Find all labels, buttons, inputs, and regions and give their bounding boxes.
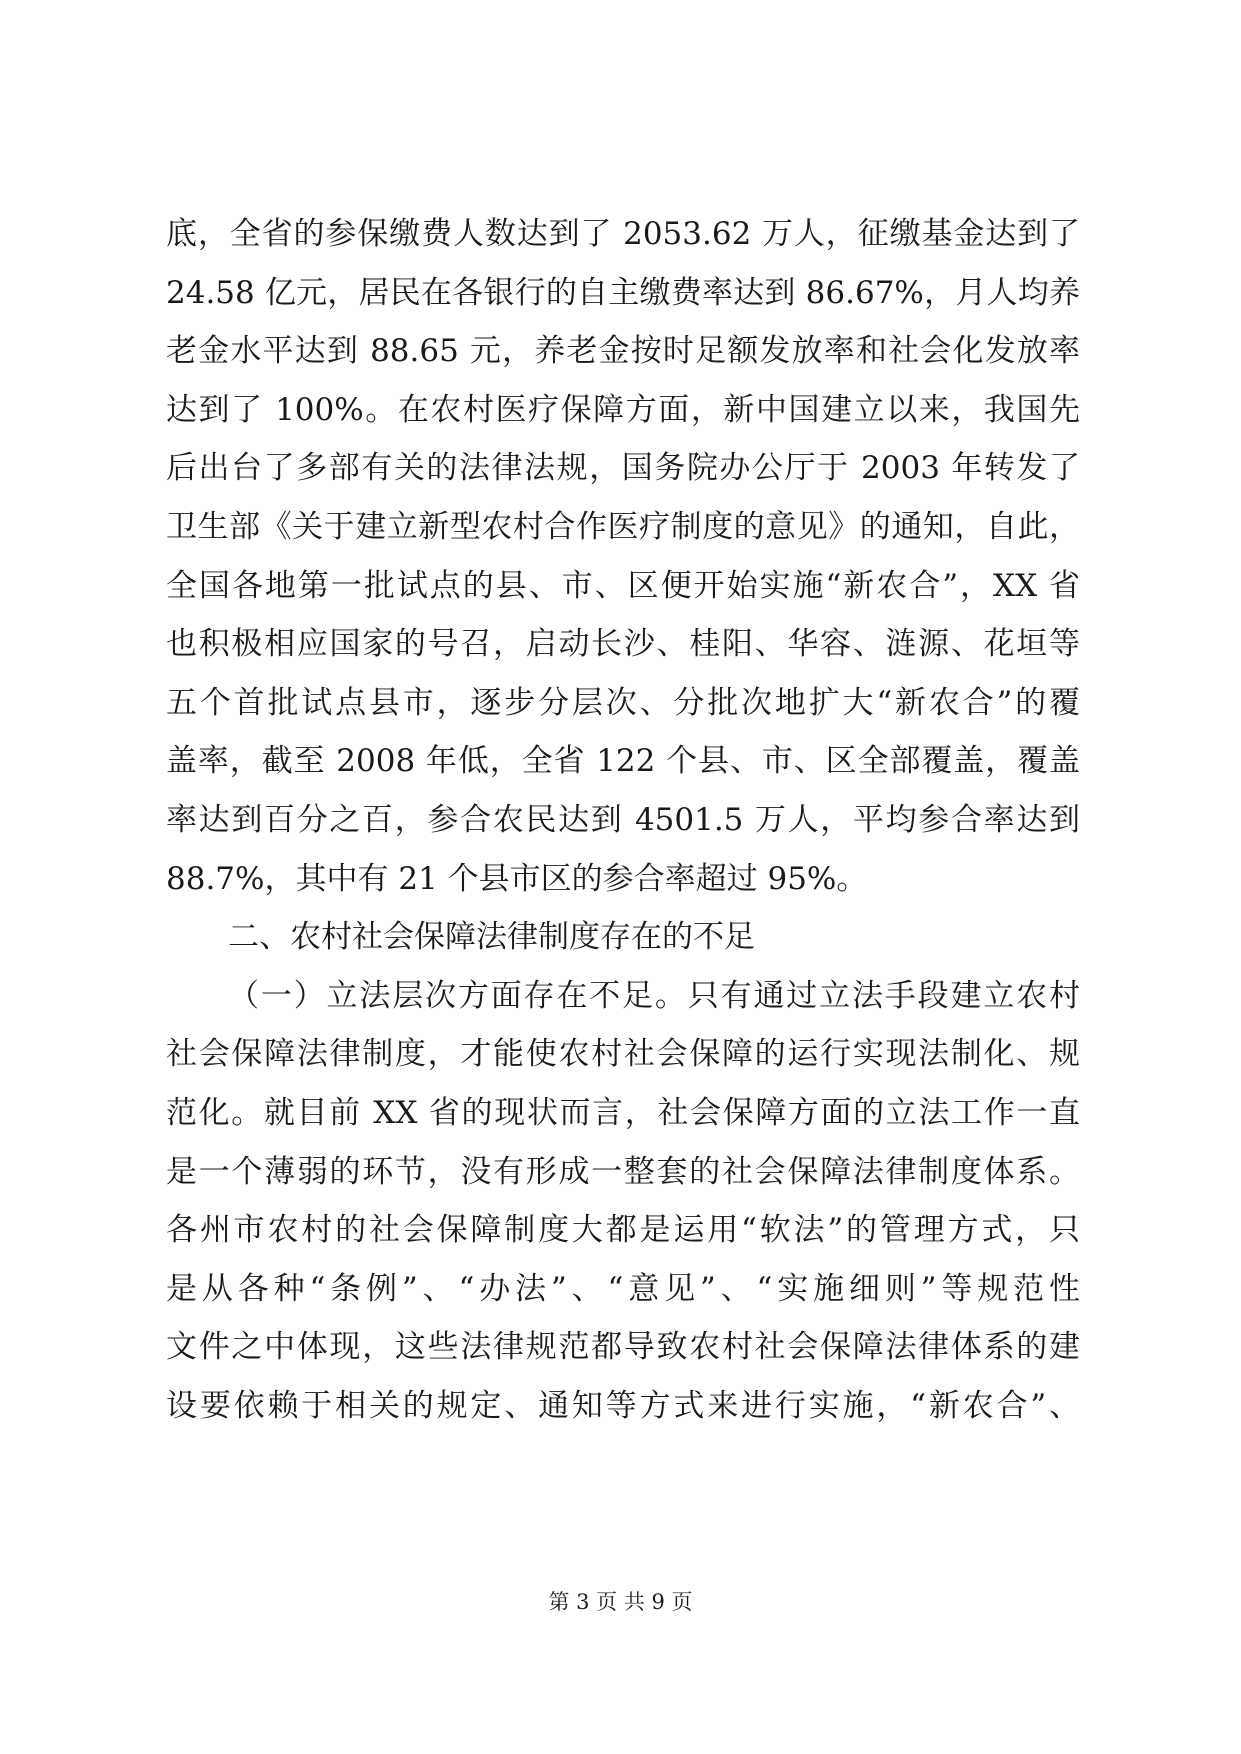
text-line: 88.7%，其中有 21 个县市区的参合率超过 95%。 <box>166 860 868 897</box>
page-number-footer: 第 3 页 共 9 页 <box>548 1590 693 1614</box>
text-line: 卫生部《关于建立新型农村合作医疗制度的意见》的通知，自此， <box>166 508 1080 545</box>
text-line: 各州市农村的社会保障制度大都是运用“软法”的管理方式，只 <box>166 1212 1080 1249</box>
text-line: 盖率，截至 2008 年低，全省 122 个县、市、区全部覆盖，覆盖 <box>166 743 1080 780</box>
text-line: 也积极相应国家的号召，启动长沙、桂阳、华容、涟源、花垣等 <box>166 626 1080 663</box>
text-line: 率达到百分之百，参合农民达到 4501.5 万人，平均参合率达到 <box>166 801 1080 838</box>
text-line: 老金水平达到 88.65 元，养老金按时足额发放率和社会化发放率 <box>166 333 1080 370</box>
text-line: 24.58 亿元，居民在各银行的自主缴费率达到 86.67%，月人均养 <box>166 274 1080 311</box>
text-line: （一）立法层次方面存在不足。只有通过立法手段建立农村 <box>228 977 1080 1014</box>
text-line: 是一个薄弱的环节，没有形成一整套的社会保障法律制度体系。 <box>166 1153 1080 1190</box>
section-heading: 二、农村社会保障法律制度存在的不足 <box>228 919 755 956</box>
body-text <box>166 205 1080 1435</box>
text-line: 达到了 100%。在农村医疗保障方面，新中国建立以来，我国先 <box>166 391 1080 428</box>
text-line: 是从各种“条例”、“办法”、“意见”、“实施细则”等规范性 <box>166 1270 1080 1307</box>
text-line: 后出台了多部有关的法律法规，国务院办公厅于 2003 年转发了 <box>166 450 1080 487</box>
text-line: 五个首批试点县市，逐步分层次、分批次地扩大“新农合”的覆 <box>166 684 1080 721</box>
text-line: 设要依赖于相关的规定、通知等方式来进行实施，“新农合”、 <box>166 1387 1080 1424</box>
text-line: 全国各地第一批试点的县、市、区便开始实施“新农合”，XX 省 <box>166 567 1080 604</box>
text-line: 社会保障法律制度，才能使农村社会保障的运行实现法制化、规 <box>166 1036 1080 1073</box>
text-line: 底，全省的参保缴费人数达到了 2053.62 万人，征缴基金达到了 <box>166 216 1080 252</box>
text-line: 范化。就目前 XX 省的现状而言，社会保障方面的立法工作一直 <box>166 1094 1080 1131</box>
text-line: 文件之中体现，这些法律规范都导致农村社会保障法律体系的建 <box>166 1329 1080 1366</box>
